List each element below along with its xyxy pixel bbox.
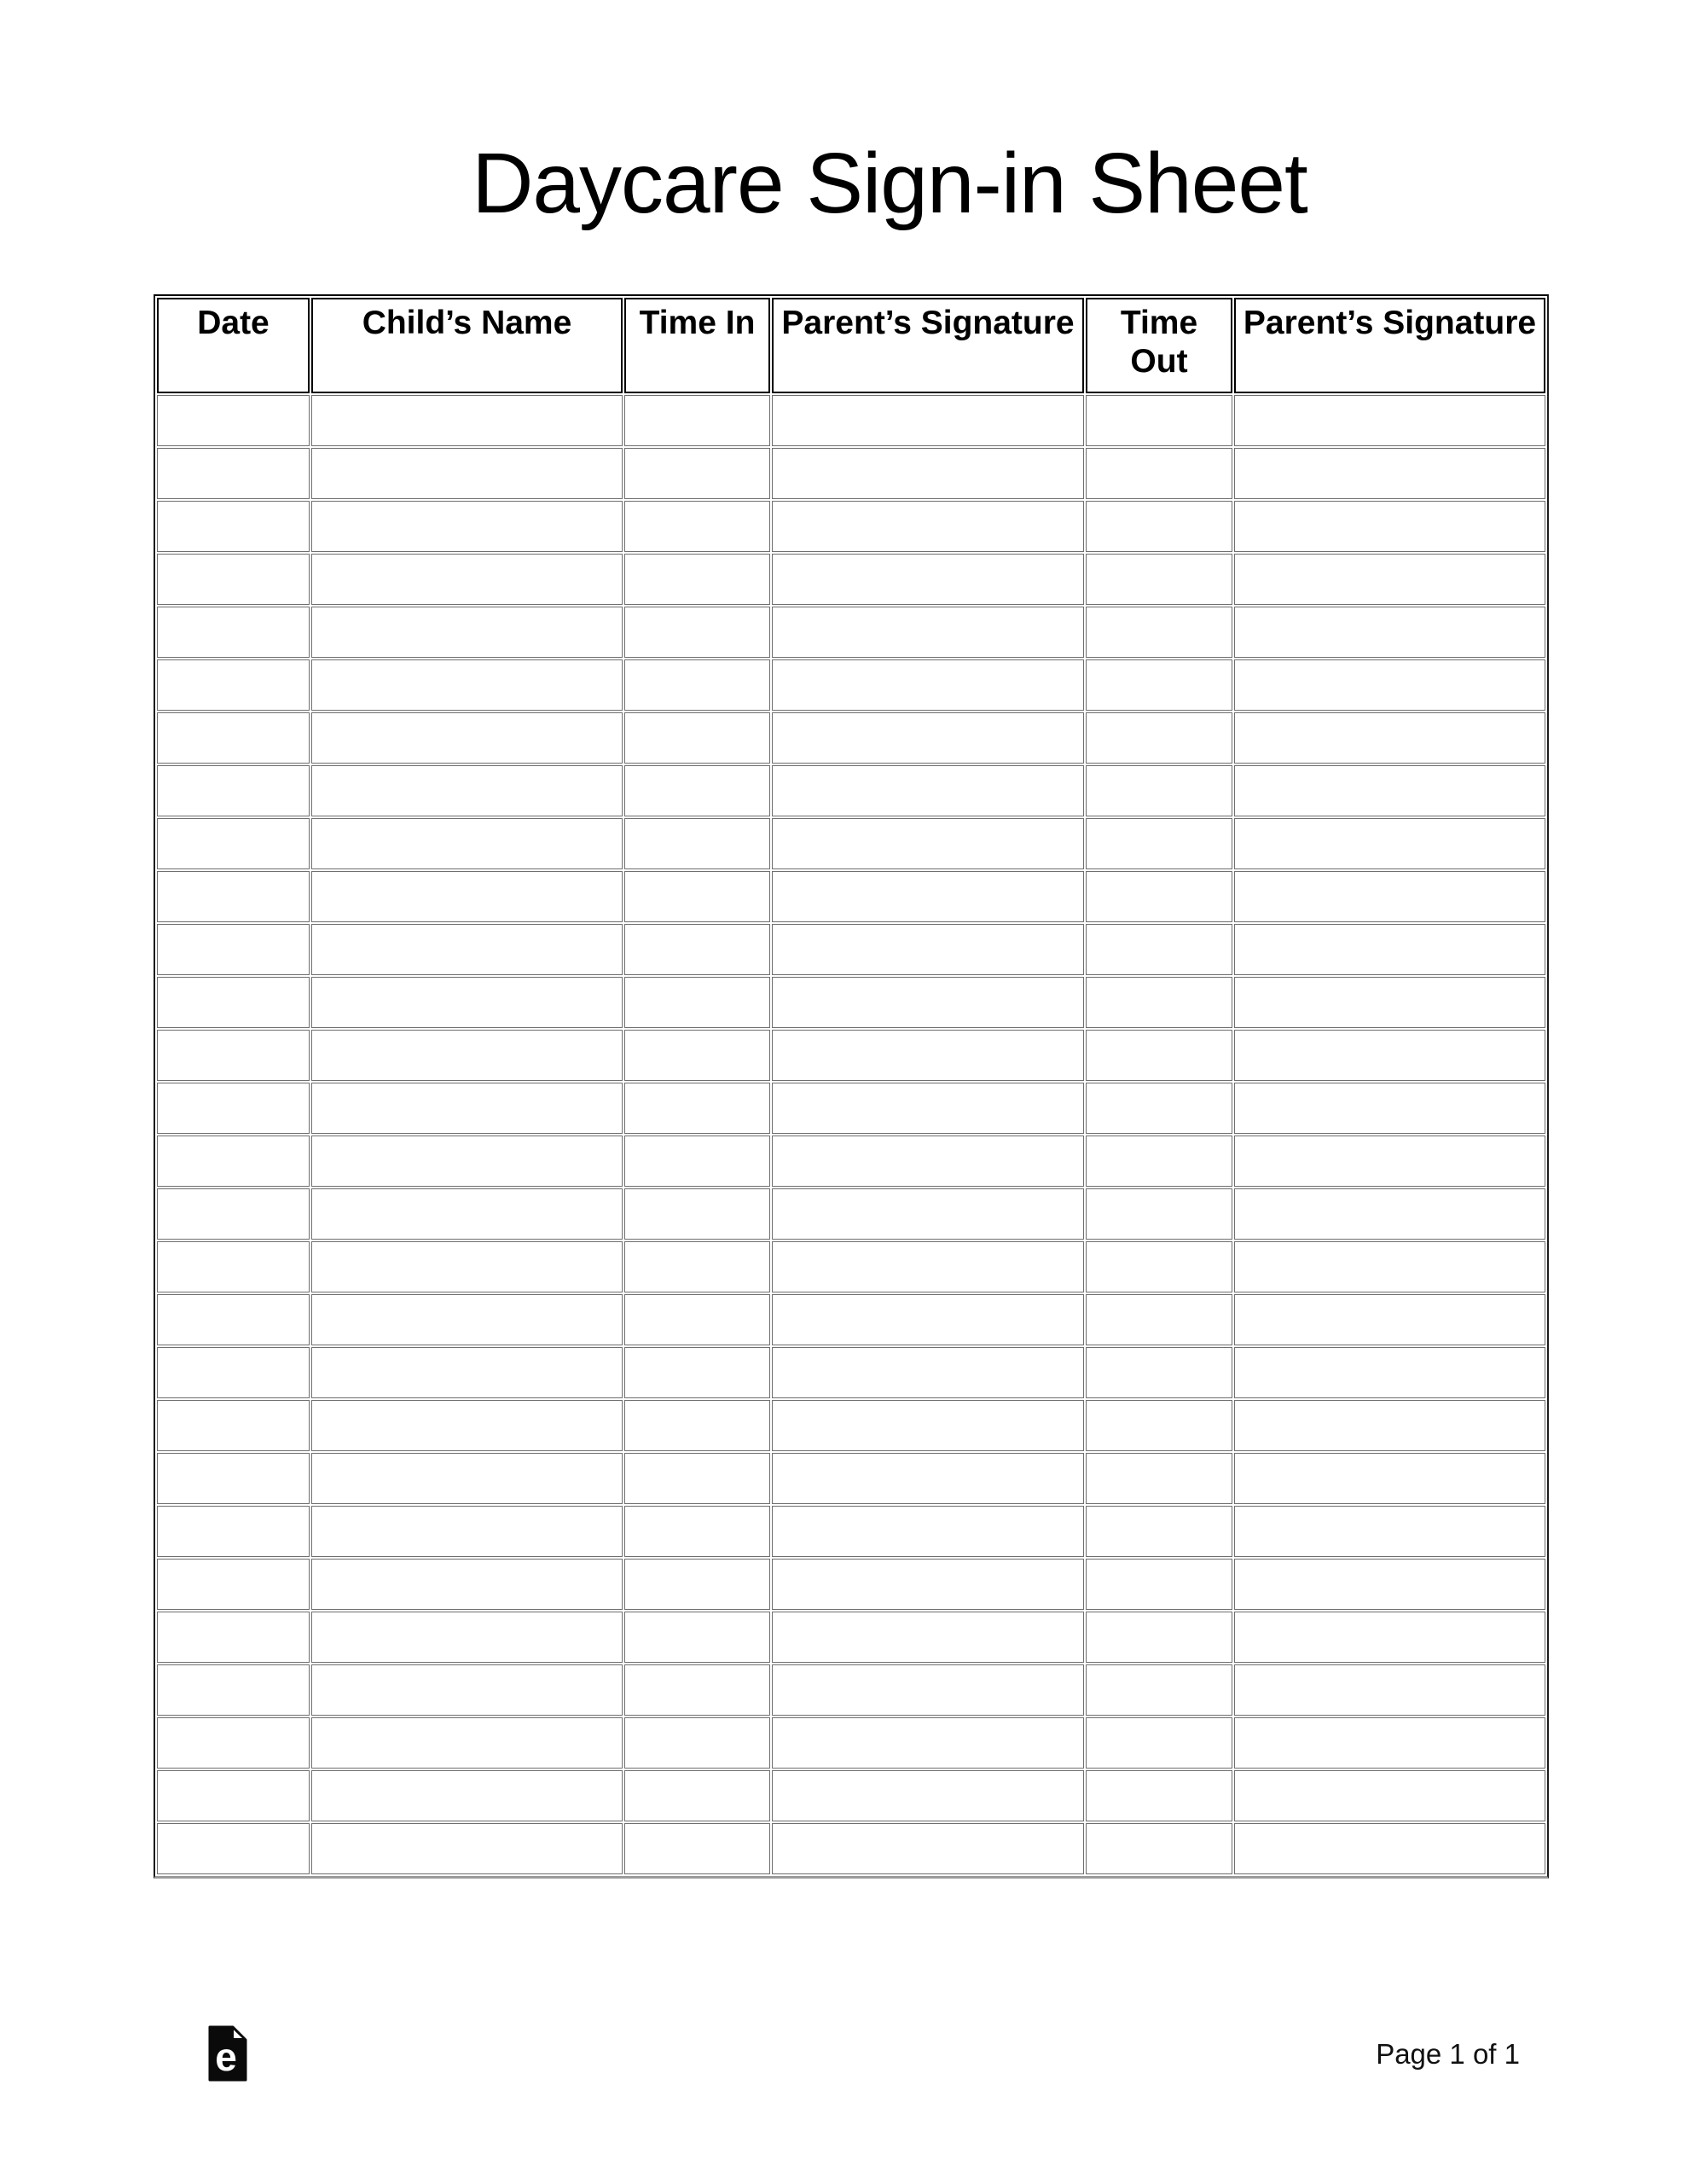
empty-cell <box>157 924 310 975</box>
empty-cell <box>1234 1506 1545 1557</box>
header-row <box>157 298 1545 393</box>
empty-cell <box>772 1612 1084 1663</box>
empty-cell <box>624 1136 770 1187</box>
empty-cell <box>1234 659 1545 711</box>
empty-cell <box>772 1136 1084 1187</box>
table-row <box>157 765 1545 816</box>
table-row <box>157 871 1545 922</box>
empty-cell <box>311 1770 623 1821</box>
empty-cell <box>772 712 1084 764</box>
empty-cell <box>157 607 310 658</box>
empty-cell <box>772 395 1084 446</box>
empty-cell <box>157 765 310 816</box>
empty-cell <box>772 1453 1084 1504</box>
table-row <box>157 1083 1545 1134</box>
signin-table <box>154 294 1549 1879</box>
empty-cell <box>311 554 623 605</box>
empty-cell <box>157 1136 310 1187</box>
empty-cell <box>772 1030 1084 1081</box>
empty-cell <box>311 1188 623 1240</box>
empty-cell <box>624 395 770 446</box>
empty-cell <box>1234 1664 1545 1716</box>
empty-cell <box>157 1241 310 1292</box>
empty-cell <box>1234 1717 1545 1769</box>
table-row <box>157 1294 1545 1345</box>
empty-cell <box>772 765 1084 816</box>
empty-cell <box>311 395 623 446</box>
empty-cell <box>311 1506 623 1557</box>
empty-cell <box>157 501 310 552</box>
empty-cell <box>624 501 770 552</box>
table-row <box>157 1030 1545 1081</box>
empty-cell <box>157 1083 310 1134</box>
empty-cell <box>624 1717 770 1769</box>
empty-cell <box>1086 1823 1232 1874</box>
empty-cell <box>311 765 623 816</box>
table-body <box>157 395 1545 1874</box>
empty-cell <box>624 924 770 975</box>
empty-cell <box>624 607 770 658</box>
table-row <box>157 1136 1545 1187</box>
empty-cell <box>1234 501 1545 552</box>
empty-cell <box>1086 1559 1232 1610</box>
table-row <box>157 712 1545 764</box>
table-row <box>157 1664 1545 1716</box>
empty-cell <box>1234 1136 1545 1187</box>
empty-cell <box>311 1347 623 1398</box>
empty-cell <box>1234 1612 1545 1663</box>
empty-cell <box>311 1030 623 1081</box>
empty-cell <box>157 1188 310 1240</box>
empty-cell <box>624 1188 770 1240</box>
empty-cell <box>772 1188 1084 1240</box>
col-header-time-in: Time In <box>624 298 770 393</box>
empty-cell <box>157 1506 310 1557</box>
empty-cell <box>1086 501 1232 552</box>
empty-cell <box>1234 765 1545 816</box>
empty-cell <box>1086 1136 1232 1187</box>
empty-cell <box>772 924 1084 975</box>
empty-cell <box>1086 448 1232 499</box>
page-footer <box>154 2025 1533 2082</box>
empty-cell <box>311 1717 623 1769</box>
table-row <box>157 554 1545 605</box>
empty-cell <box>157 448 310 499</box>
empty-cell <box>772 1294 1084 1345</box>
empty-cell <box>772 1823 1084 1874</box>
table-row <box>157 1188 1545 1240</box>
page-number-label: Page 1 of 1 <box>1376 2038 1520 2070</box>
table-row <box>157 1506 1545 1557</box>
empty-cell <box>311 871 623 922</box>
empty-cell <box>1234 1030 1545 1081</box>
empty-cell <box>1234 924 1545 975</box>
empty-cell <box>157 1400 310 1451</box>
empty-cell <box>157 1453 310 1504</box>
table-row <box>157 501 1545 552</box>
col-header-parent-signature-out: Parent’s Signature <box>1234 298 1545 393</box>
empty-cell <box>624 765 770 816</box>
empty-cell <box>311 659 623 711</box>
col-header-time-out: Time Out <box>1086 298 1232 393</box>
logo-letter: e <box>215 2035 237 2079</box>
empty-cell <box>624 1347 770 1398</box>
empty-cell <box>1086 871 1232 922</box>
empty-cell <box>1086 1241 1232 1292</box>
empty-cell <box>624 448 770 499</box>
empty-cell <box>311 607 623 658</box>
empty-cell <box>1086 1083 1232 1134</box>
table-row <box>157 818 1545 869</box>
empty-cell <box>1234 1188 1545 1240</box>
empty-cell <box>1086 1294 1232 1345</box>
empty-cell <box>772 659 1084 711</box>
empty-cell <box>772 501 1084 552</box>
empty-cell <box>1234 1347 1545 1398</box>
empty-cell <box>311 1453 623 1504</box>
empty-cell <box>1234 1294 1545 1345</box>
table-row <box>157 1770 1545 1821</box>
empty-cell <box>624 712 770 764</box>
empty-cell <box>157 1559 310 1610</box>
empty-cell <box>624 1664 770 1716</box>
empty-cell <box>311 448 623 499</box>
empty-cell <box>1086 1717 1232 1769</box>
empty-cell <box>772 1347 1084 1398</box>
table-row <box>157 1241 1545 1292</box>
table-row <box>157 395 1545 446</box>
col-header-child-name: Child’s Name <box>311 298 623 393</box>
eforms-document-icon <box>208 2025 247 2082</box>
empty-cell <box>1234 712 1545 764</box>
empty-cell <box>624 1030 770 1081</box>
empty-cell <box>1234 818 1545 869</box>
empty-cell <box>624 1083 770 1134</box>
empty-cell <box>1234 1241 1545 1292</box>
empty-cell <box>1086 1453 1232 1504</box>
empty-cell <box>311 1612 623 1663</box>
empty-cell <box>1086 1347 1232 1398</box>
table-row <box>157 924 1545 975</box>
col-header-date: Date <box>157 298 310 393</box>
empty-cell <box>624 1612 770 1663</box>
empty-cell <box>157 871 310 922</box>
empty-cell <box>1086 977 1232 1028</box>
empty-cell <box>311 1559 623 1610</box>
empty-cell <box>1234 977 1545 1028</box>
empty-cell <box>624 659 770 711</box>
empty-cell <box>624 977 770 1028</box>
empty-cell <box>1234 554 1545 605</box>
empty-cell <box>157 395 310 446</box>
empty-cell <box>311 1823 623 1874</box>
empty-cell <box>1086 1664 1232 1716</box>
empty-cell <box>624 1453 770 1504</box>
table-row <box>157 1400 1545 1451</box>
page-content <box>154 0 1537 2082</box>
empty-cell <box>157 1030 310 1081</box>
empty-cell <box>311 1083 623 1134</box>
empty-cell <box>1086 395 1232 446</box>
empty-cell <box>311 712 623 764</box>
empty-cell <box>624 1823 770 1874</box>
empty-cell <box>1234 1083 1545 1134</box>
empty-cell <box>1086 554 1232 605</box>
empty-cell <box>772 818 1084 869</box>
empty-cell <box>1086 924 1232 975</box>
table-row <box>157 977 1545 1028</box>
empty-cell <box>311 1400 623 1451</box>
empty-cell <box>157 977 310 1028</box>
empty-cell <box>1086 1612 1232 1663</box>
empty-cell <box>311 501 623 552</box>
empty-cell <box>772 1400 1084 1451</box>
table-row <box>157 1559 1545 1610</box>
empty-cell <box>624 1294 770 1345</box>
empty-cell <box>311 1294 623 1345</box>
empty-cell <box>157 1770 310 1821</box>
empty-cell <box>1086 659 1232 711</box>
empty-cell <box>311 924 623 975</box>
empty-cell <box>772 607 1084 658</box>
empty-cell <box>157 712 310 764</box>
empty-cell <box>1234 1770 1545 1821</box>
empty-cell <box>1234 871 1545 922</box>
empty-cell <box>772 1717 1084 1769</box>
empty-cell <box>1086 818 1232 869</box>
empty-cell <box>772 1506 1084 1557</box>
empty-cell <box>624 1770 770 1821</box>
empty-cell <box>1234 1400 1545 1451</box>
empty-cell <box>624 554 770 605</box>
empty-cell <box>1234 1559 1545 1610</box>
empty-cell <box>772 1559 1084 1610</box>
empty-cell <box>1234 1823 1545 1874</box>
col-header-parent-signature-in: Parent’s Signature <box>772 298 1084 393</box>
empty-cell <box>624 1506 770 1557</box>
empty-cell <box>157 554 310 605</box>
empty-cell <box>157 1717 310 1769</box>
empty-cell <box>157 1612 310 1663</box>
empty-cell <box>1234 1453 1545 1504</box>
empty-cell <box>1086 1506 1232 1557</box>
empty-cell <box>157 1294 310 1345</box>
empty-cell <box>772 1083 1084 1134</box>
empty-cell <box>1086 765 1232 816</box>
empty-cell <box>772 1770 1084 1821</box>
empty-cell <box>1086 607 1232 658</box>
table-row <box>157 1717 1545 1769</box>
empty-cell <box>1234 448 1545 499</box>
empty-cell <box>772 871 1084 922</box>
table-row <box>157 1453 1545 1504</box>
table-row <box>157 1612 1545 1663</box>
empty-cell <box>772 977 1084 1028</box>
empty-cell <box>1086 1030 1232 1081</box>
table-row <box>157 448 1545 499</box>
empty-cell <box>157 659 310 711</box>
page-title: Daycare Sign-in Sheet <box>472 136 1307 231</box>
empty-cell <box>1234 395 1545 446</box>
empty-cell <box>1086 1770 1232 1821</box>
empty-cell <box>624 1241 770 1292</box>
empty-cell <box>1086 712 1232 764</box>
empty-cell <box>311 1241 623 1292</box>
empty-cell <box>157 818 310 869</box>
table-row <box>157 1347 1545 1398</box>
empty-cell <box>624 1400 770 1451</box>
empty-cell <box>311 1136 623 1187</box>
empty-cell <box>311 1664 623 1716</box>
empty-cell <box>624 818 770 869</box>
empty-cell <box>772 554 1084 605</box>
table-row <box>157 1823 1545 1874</box>
empty-cell <box>311 818 623 869</box>
empty-cell <box>157 1347 310 1398</box>
empty-cell <box>157 1823 310 1874</box>
empty-cell <box>157 1664 310 1716</box>
empty-cell <box>772 1241 1084 1292</box>
empty-cell <box>1086 1400 1232 1451</box>
empty-cell <box>772 1664 1084 1716</box>
table-row <box>157 659 1545 711</box>
empty-cell <box>1086 1188 1232 1240</box>
empty-cell <box>311 977 623 1028</box>
empty-cell <box>624 1559 770 1610</box>
empty-cell <box>772 448 1084 499</box>
empty-cell <box>1234 607 1545 658</box>
empty-cell <box>624 871 770 922</box>
table-row <box>157 607 1545 658</box>
